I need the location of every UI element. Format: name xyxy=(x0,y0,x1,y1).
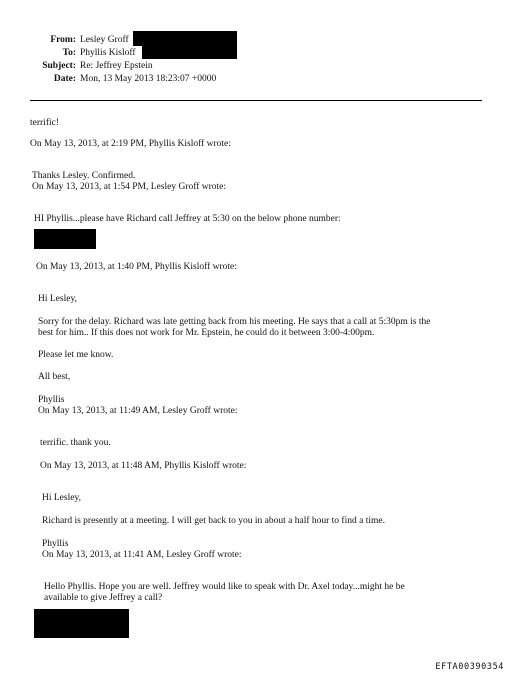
body-line: Hi Lesley, xyxy=(42,493,81,503)
body-line: terrific. thank you. xyxy=(40,438,111,448)
from-label: From: xyxy=(50,35,76,45)
subject-label: Subject: xyxy=(42,61,76,71)
to-label: To: xyxy=(62,48,76,58)
redaction-block xyxy=(133,31,237,46)
body-line: Richard is presently at a meeting. I will get back to you in about a half hour to find a time. xyxy=(42,516,385,526)
body-line: best for him.. If this does not work for Mr. Epstein, he could do it between 3:00-4:00pm. xyxy=(38,328,375,338)
body-line: available to give Jeffrey a call? xyxy=(44,593,163,603)
redaction-block xyxy=(142,45,237,59)
date-label: Date: xyxy=(53,74,76,84)
quote-header: On May 13, 2013, at 11:41 AM, Lesley Groff wrote: xyxy=(42,550,242,560)
body-line: Sorry for the delay. Richard was late getting back from his meeting. He says that a call at 5:30pm is the xyxy=(38,317,431,327)
quote-header: On May 13, 2013, at 11:48 AM, Phyllis Kisloff wrote: xyxy=(40,461,247,471)
redaction-block xyxy=(34,229,96,249)
body-line: Phyllis xyxy=(42,539,69,549)
body-line: Phyllis xyxy=(38,395,65,405)
body-line: Hello Phyllis. Hope you are well. Jeffrey would like to speak with Dr. Axel today...might he be xyxy=(44,582,405,592)
body-line: Hi Lesley, xyxy=(38,294,77,304)
quote-header: On May 13, 2013, at 2:19 PM, Phyllis Kisloff wrote: xyxy=(30,139,231,149)
header-divider xyxy=(30,100,482,101)
body-line: HI Phyllis...please have Richard call Jeffrey at 5:30 on the below phone number: xyxy=(34,214,341,224)
redaction-block xyxy=(34,609,129,638)
from-value: Lesley Groff xyxy=(80,35,129,45)
quote-header: On May 13, 2013, at 11:49 AM, Lesley Groff wrote: xyxy=(38,406,238,416)
quote-header: On May 13, 2013, at 1:54 PM, Lesley Groff wrote: xyxy=(32,182,227,192)
subject-value: Re: Jeffrey Epstein xyxy=(80,61,153,71)
bates-number: EFTA00390354 xyxy=(435,662,504,672)
date-value: Mon, 13 May 2013 18:23:07 +0000 xyxy=(80,74,217,84)
body-line: terrific! xyxy=(30,118,60,128)
to-value: Phyllis Kisloff xyxy=(80,48,136,58)
body-line: Please let me know. xyxy=(38,350,114,360)
body-line: Thanks Lesley. Confirmed. xyxy=(32,171,136,181)
quote-header: On May 13, 2013, at 1:40 PM, Phyllis Kisloff wrote: xyxy=(36,262,237,272)
body-line: All best, xyxy=(38,372,71,382)
